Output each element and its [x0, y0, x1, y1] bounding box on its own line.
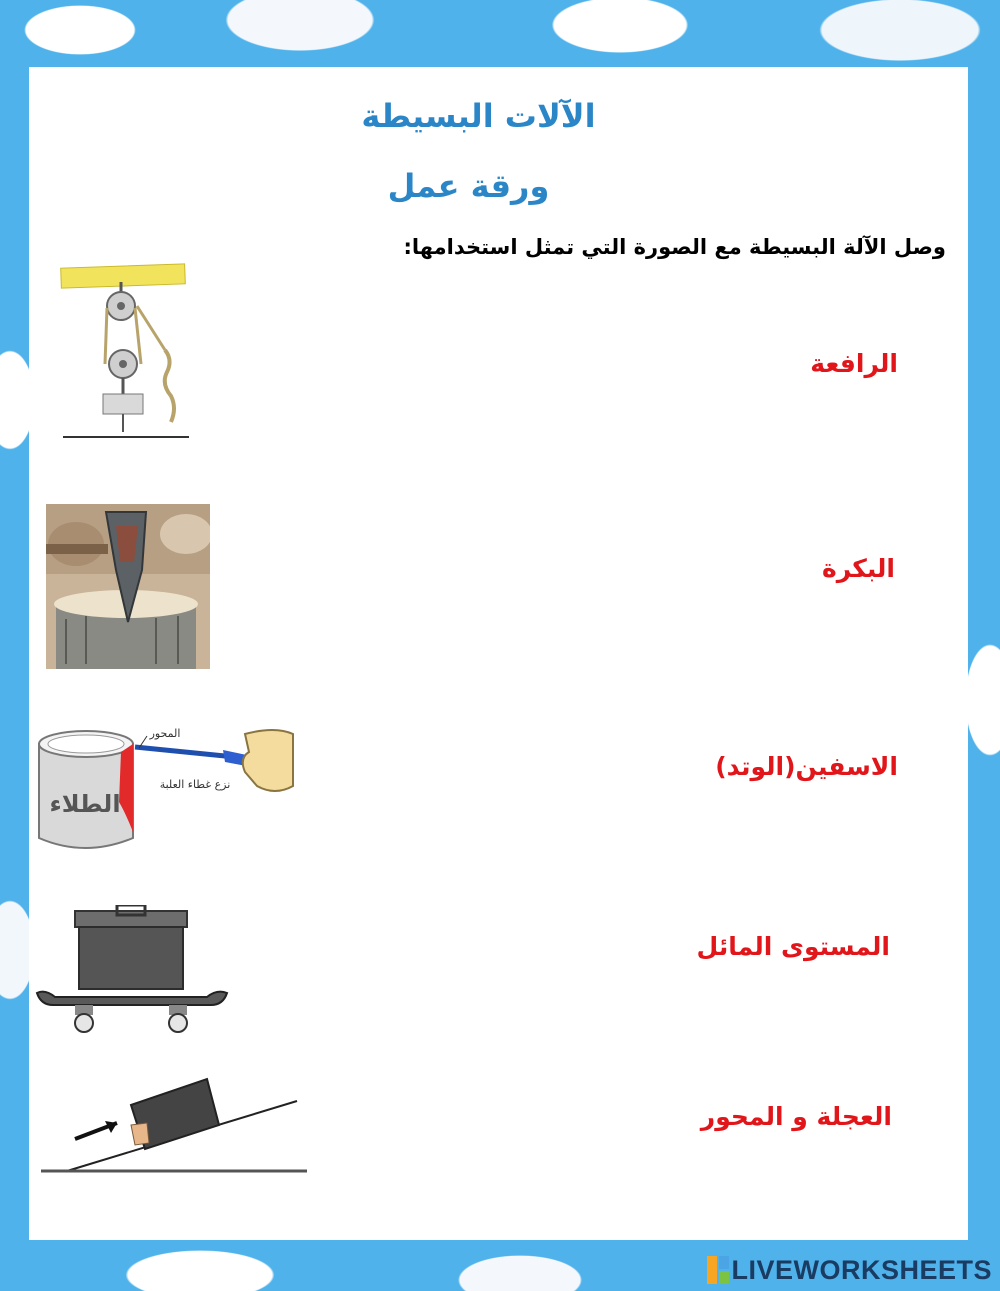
axe-log-image[interactable]	[46, 504, 210, 669]
remove-lid-caption: نزع غطاء العلبة	[159, 778, 231, 791]
term-inclined-plane[interactable]: المستوى المائل	[696, 932, 890, 961]
liveworksheets-logo[interactable]	[707, 1253, 992, 1287]
paint-can-label: الطلاء	[49, 790, 121, 818]
term-lever[interactable]: الرافعة	[810, 349, 898, 378]
term-pulley[interactable]: البكرة	[821, 554, 895, 583]
worksheet-subtitle: ورقة عمل	[387, 167, 550, 205]
worksheet-title: الآلات البسيطة	[361, 97, 596, 135]
paint-can-image[interactable]	[35, 722, 297, 862]
worksheet-page	[29, 67, 968, 1240]
logo-icon	[707, 1256, 729, 1284]
term-wedge[interactable]: الاسفين(الوتد)	[715, 752, 898, 781]
axle-caption: المحور	[149, 727, 181, 740]
instruction-text: وصل الآلة البسيطة مع الصورة التي تمثل استخدامها:	[403, 235, 946, 259]
inclined-plane-image[interactable]	[39, 1073, 307, 1175]
skateboard-box-image[interactable]	[35, 905, 231, 1037]
term-wheel-and-axle[interactable]: العجلة و المحور	[700, 1102, 892, 1131]
logo-text: LIVEWORKSHEETS	[731, 1254, 992, 1285]
pulley-image[interactable]	[57, 262, 197, 444]
